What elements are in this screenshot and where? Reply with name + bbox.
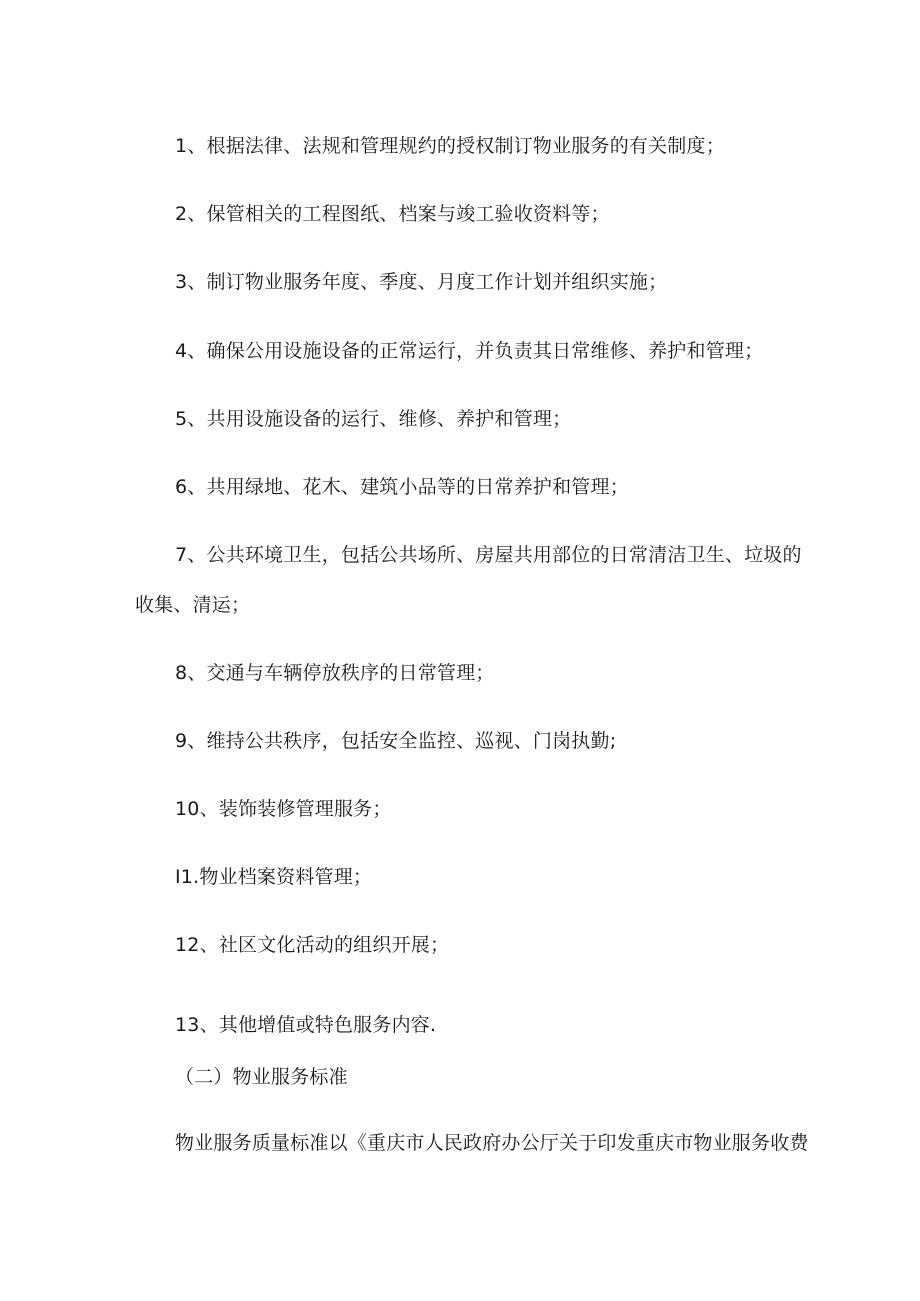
list-item-13: 13、其他增值或特色服务内容.	[175, 1014, 437, 1036]
list-item-1: 1、根据法律、法规和管理规约的授权制订物业服务的有关制度；	[175, 135, 725, 157]
list-item-9: 9、维持公共秩序，包括安全监控、巡视、门岗执勤;	[175, 730, 617, 752]
list-item-5: 5、共用设施设备的运行、维修、养护和管理；	[175, 408, 572, 430]
list-item-6: 6、共用绿地、花木、建筑小品等的日常养护和管理；	[175, 476, 629, 498]
list-item-3: 3、制订物业服务年度、季度、月度工作计划并组织实施；	[175, 271, 668, 293]
list-item-7: 7、公共环境卫生，包括公共场所、房屋共用部位的日常清洁卫生、垃圾的	[175, 544, 802, 566]
list-item-8: 8、交通与车辆停放秩序的日常管理；	[175, 662, 495, 684]
list-item-12: 12、社区文化活动的组织开展；	[175, 934, 450, 956]
paragraph-line: 物业服务质量标准以《重庆市人民政府办公厅关于印发重庆市物业服务收费	[175, 1132, 809, 1154]
list-item-4: 4、确保公用设施设备的正常运行，并负责其日常维修、养护和管理；	[175, 340, 764, 362]
list-item-11: I1.物业档案资料管理；	[175, 866, 373, 888]
list-item-7-continuation: 收集、清运；	[135, 594, 251, 616]
list-item-2: 2、保管相关的工程图纸、档案与竣工验收资料等；	[175, 203, 610, 225]
list-item-10: 10、装饰装修管理服务；	[175, 798, 392, 820]
section-heading: （二）物业服务标准	[175, 1066, 348, 1088]
